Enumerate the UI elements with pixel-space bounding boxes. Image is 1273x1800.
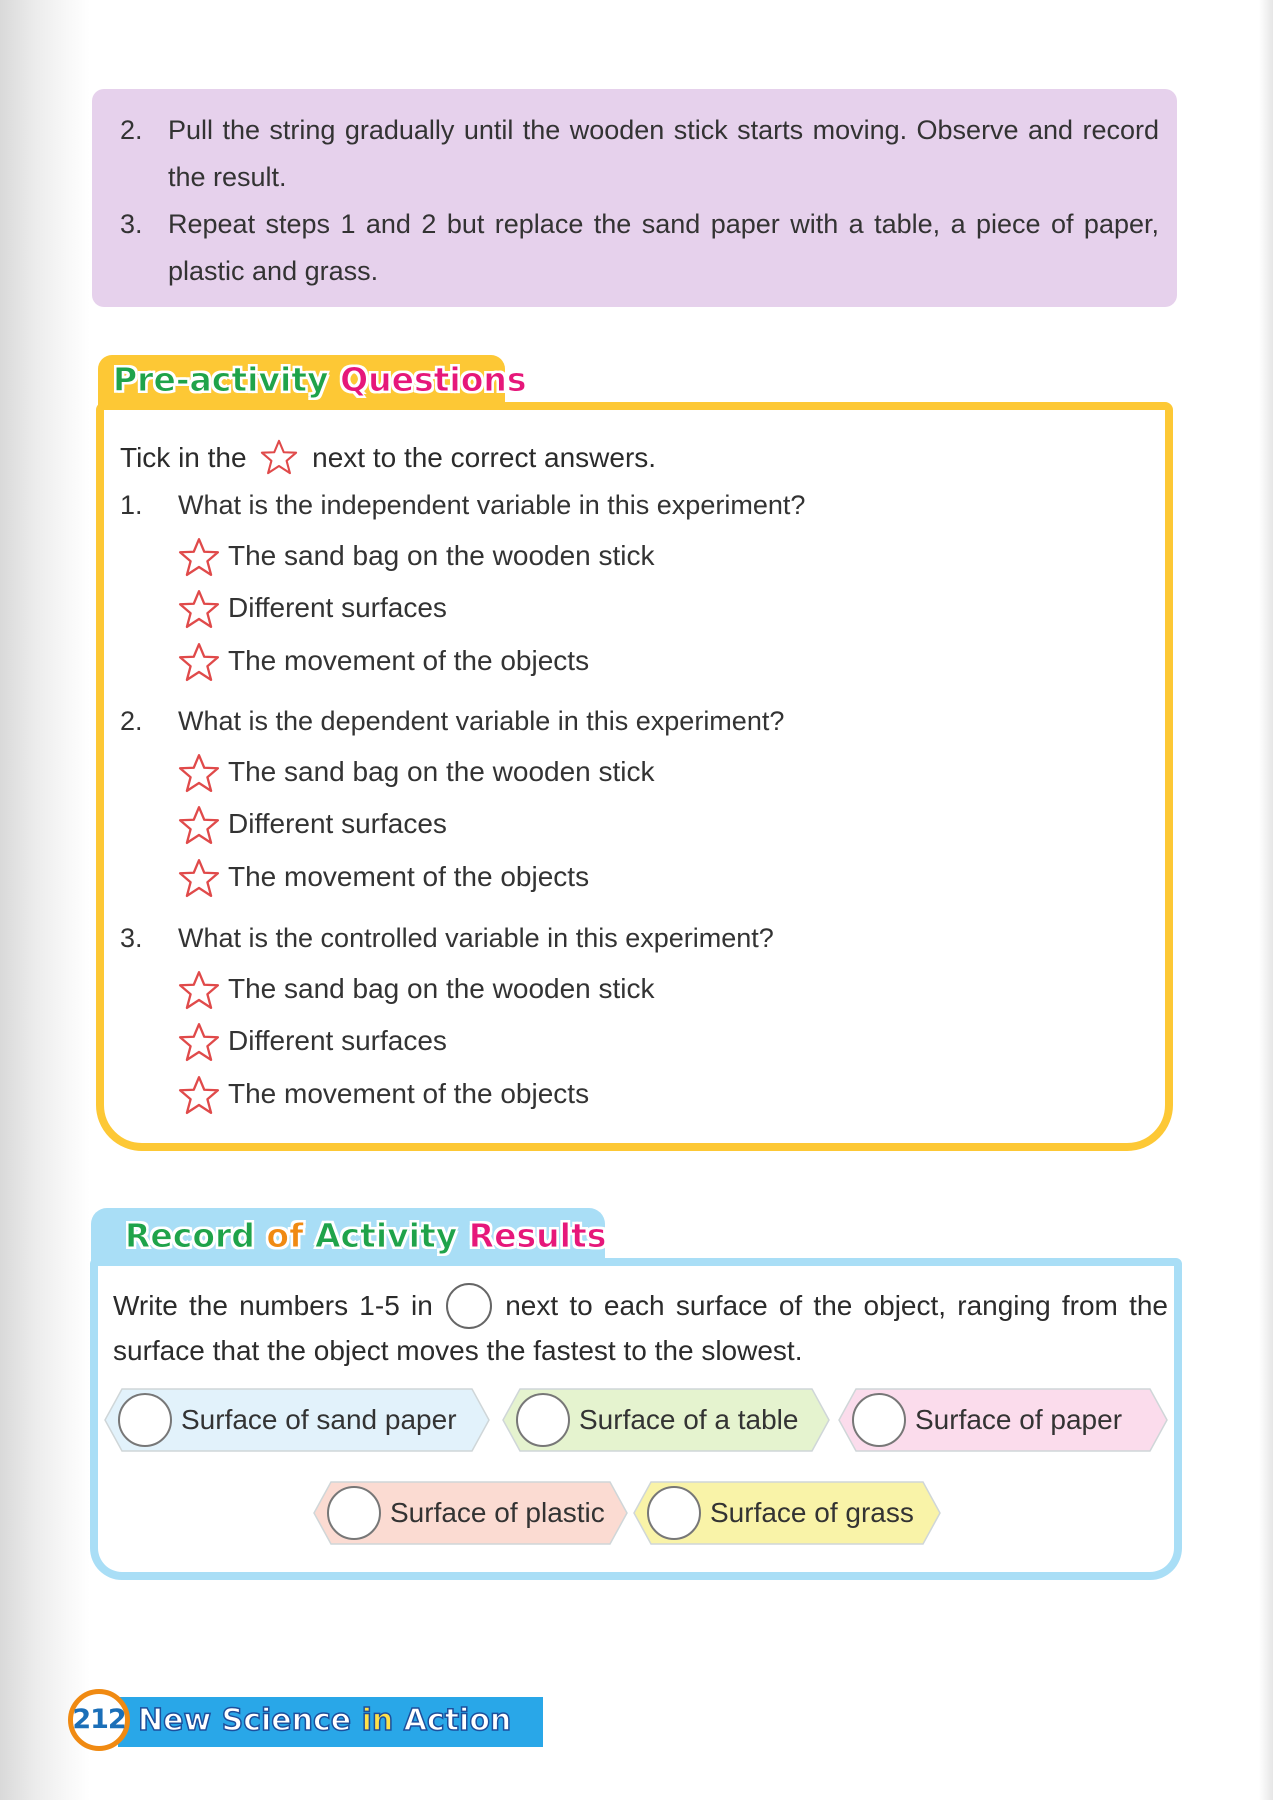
pre-activity-instruction (120, 438, 656, 476)
surface-option[interactable] (104, 1388, 490, 1452)
page-gutter-shadow (0, 0, 90, 1800)
answer-option-label: Different surfaces (228, 808, 447, 839)
procedure-steps-box (92, 89, 1177, 307)
star-icon[interactable] (178, 1074, 220, 1116)
answer-option-label: Different surfaces (228, 592, 447, 623)
star-icon[interactable] (178, 588, 220, 630)
answer-circle[interactable] (516, 1393, 570, 1447)
pre-activity-heading (113, 360, 527, 399)
answer-option-label: The sand bag on the wooden stick (228, 756, 655, 787)
instruction-text: Tick in the (120, 442, 247, 473)
heading-word: Questions (340, 360, 527, 399)
heading-word: Activity (314, 1216, 458, 1255)
star-icon[interactable] (178, 857, 220, 899)
surface-label: Surface of paper (915, 1404, 1123, 1435)
answer-option-label: The sand bag on the wooden stick (228, 973, 655, 1004)
step-text: Pull the string gradually until the wooden stick starts moving. Observe and record the result. (168, 115, 1159, 192)
surface-option[interactable] (633, 1481, 941, 1545)
heading-word: of (266, 1216, 304, 1255)
record-heading (125, 1216, 606, 1255)
answer-option-label: The sand bag on the wooden stick (228, 540, 655, 571)
step-item (120, 107, 1159, 201)
book-title-word: in (361, 1703, 394, 1738)
page-right-edge (1259, 0, 1273, 1800)
step-text: Repeat steps 1 and 2 but replace the sand paper with a table, a piece of paper, plastic and grass. (168, 209, 1159, 286)
answer-option-label: Different surfaces (228, 1025, 447, 1056)
surface-option[interactable] (838, 1388, 1168, 1452)
book-title (138, 1703, 511, 1738)
surface-label: Surface of sand paper (181, 1404, 457, 1435)
star-icon[interactable] (178, 752, 220, 794)
answer-option-label: The movement of the objects (228, 1078, 590, 1109)
step-item (120, 201, 1159, 295)
question-text (120, 490, 805, 521)
question-number: 2. (120, 706, 143, 736)
star-icon[interactable] (178, 969, 220, 1011)
record-instruction (113, 1283, 1168, 1373)
heading-word: Record (125, 1216, 255, 1255)
question-label: What is the dependent variable in this experiment? (178, 706, 785, 736)
book-title-word: Action (403, 1703, 512, 1738)
book-title-word: Science (221, 1703, 352, 1738)
star-icon[interactable] (178, 641, 220, 683)
surface-label: Surface of plastic (390, 1497, 605, 1528)
question-number: 1. (120, 490, 143, 520)
question-label: What is the independent variable in this experiment? (178, 490, 806, 520)
step-number: 3. (120, 209, 143, 239)
heading-word: Pre-activity (113, 360, 329, 399)
answer-circle[interactable] (118, 1393, 172, 1447)
instruction-text: Write the numbers 1-5 in (113, 1290, 433, 1321)
answer-option-label: The movement of the objects (228, 861, 590, 892)
heading-word: Results (468, 1216, 607, 1255)
surface-label: Surface of grass (710, 1497, 914, 1528)
question-text (120, 923, 774, 954)
star-icon (260, 438, 298, 476)
surface-option[interactable] (502, 1388, 830, 1452)
question-number: 3. (120, 923, 143, 953)
star-icon[interactable] (178, 804, 220, 846)
star-icon[interactable] (178, 1021, 220, 1063)
circle-icon (446, 1283, 492, 1329)
page-number: 212 (72, 1704, 126, 1735)
instruction-text: next to each surface of the object, ranging from the surface that the object moves the fastest to the slowest. (113, 1290, 1169, 1366)
instruction-text: next to the correct answers. (312, 442, 657, 473)
answer-circle[interactable] (852, 1393, 906, 1447)
book-title-word: New (138, 1703, 212, 1738)
question-text (120, 706, 784, 737)
answer-option-label: The movement of the objects (228, 645, 590, 676)
answer-circle[interactable] (327, 1486, 381, 1540)
step-number: 2. (120, 115, 143, 145)
surface-label: Surface of a table (579, 1404, 799, 1435)
answer-circle[interactable] (647, 1486, 701, 1540)
question-label: What is the controlled variable in this experiment? (178, 923, 774, 953)
star-icon[interactable] (178, 536, 220, 578)
surface-option[interactable] (313, 1481, 628, 1545)
